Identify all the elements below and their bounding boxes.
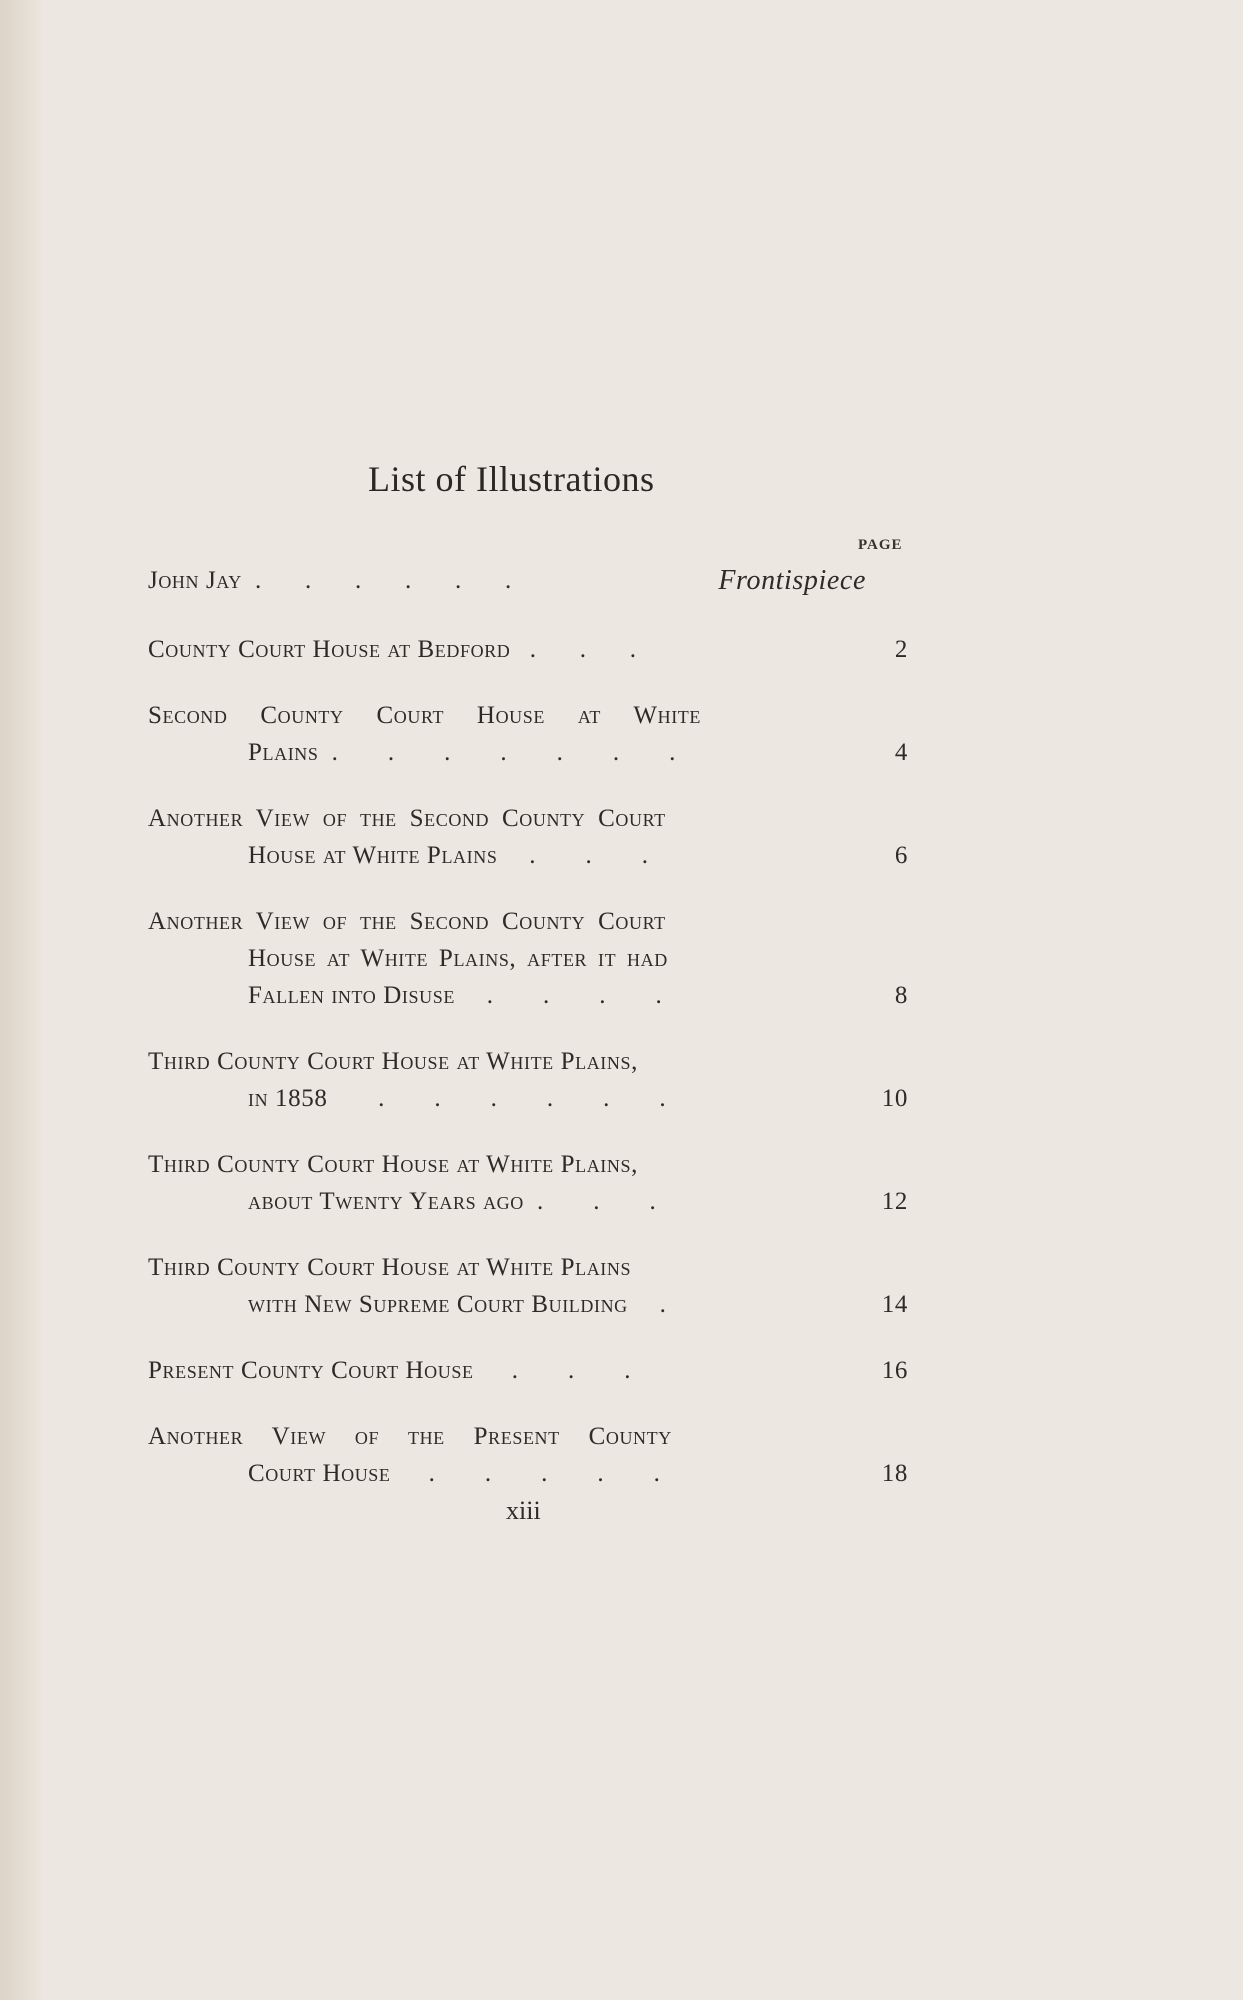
leader-dots: . . . . . . .	[325, 739, 676, 766]
entry-title: Third County Court House at White Plains,	[148, 1048, 638, 1075]
entry-page: 2	[894, 636, 908, 663]
entry-page: 14	[881, 1291, 908, 1318]
leader-dots: . . . . . .	[248, 567, 512, 594]
leader-dots: . . . . . .	[334, 1085, 666, 1112]
entry-title: Another View of the Second County Court	[148, 805, 666, 832]
entry-title: Another View of the Present County	[148, 1423, 672, 1450]
illustration-entry	[148, 903, 908, 1014]
illustration-entry	[148, 1352, 908, 1389]
illustration-entry	[148, 1146, 908, 1220]
page-title: List of Illustrations	[368, 459, 655, 499]
entry-title: Another View of the Second County Court	[148, 908, 666, 935]
entry-title: Third County Court House at White Plains,	[148, 1151, 638, 1178]
illustration-entry	[148, 631, 908, 668]
illustration-entry	[148, 1249, 908, 1323]
page-number: xiii	[506, 1496, 541, 1525]
leader-dots: . . . .	[461, 982, 662, 1009]
leader-dots: . . .	[517, 636, 637, 663]
entry-page: 10	[881, 1085, 908, 1112]
entry-title: Third County Court House at White Plains	[148, 1254, 632, 1281]
entry-title-continued: with New Supreme Court Building	[248, 1291, 628, 1318]
entry-page: 12	[881, 1188, 908, 1215]
entry-page: 8	[894, 982, 908, 1009]
page-gutter	[0, 0, 44, 2000]
leader-dots: . . . . .	[397, 1460, 660, 1487]
entry-page: 16	[881, 1357, 908, 1384]
entry-page: 6	[894, 842, 908, 869]
leader-dots: .	[634, 1291, 666, 1318]
entry-title-continued: Fallen into Disuse	[248, 982, 455, 1009]
entry-title-continued: House at White Plains, after it had	[248, 945, 668, 972]
leader-dots: . . .	[504, 842, 649, 869]
illustration-entry	[148, 800, 908, 874]
entry-title: Present County Court House	[148, 1357, 474, 1384]
leader-dots: . . .	[530, 1188, 656, 1215]
illustration-entry	[148, 1418, 908, 1492]
illustration-entry	[148, 1043, 908, 1117]
leader-dots: . . .	[480, 1357, 631, 1384]
entry-title-continued: Court House	[248, 1460, 391, 1487]
page-column-header: PAGE	[858, 537, 903, 553]
entry-title-continued: House at White Plains	[248, 842, 498, 869]
entry-page: 4	[894, 739, 908, 766]
entry-title-continued: in 1858	[248, 1085, 328, 1112]
illustration-entry	[148, 562, 908, 599]
entry-title: Second County Court House at White	[148, 702, 701, 729]
entry-title-continued: Plains	[248, 739, 319, 766]
entry-page: Frontispiece	[718, 565, 866, 596]
entry-page: 18	[881, 1460, 908, 1487]
illustration-entry	[148, 697, 908, 771]
entry-title-continued: about Twenty Years ago	[248, 1188, 524, 1215]
entry-title: County Court House at Bedford	[148, 636, 511, 663]
entry-title: John Jay	[148, 567, 242, 594]
